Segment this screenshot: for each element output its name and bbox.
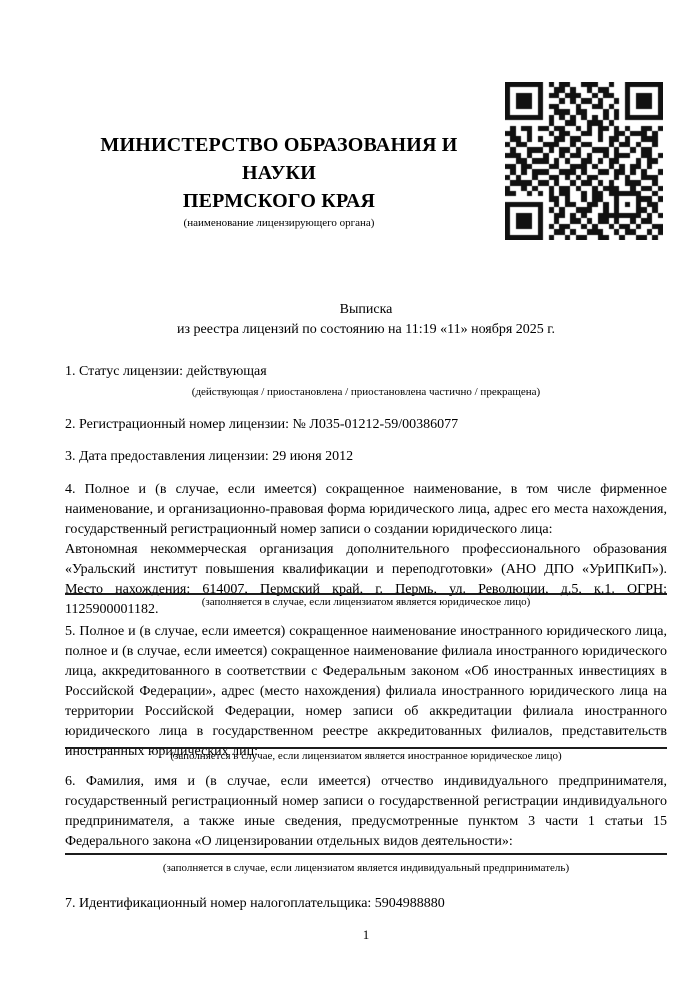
qr-code <box>505 82 663 240</box>
item-6-entrepreneur-prompt: 6. Фамилия, имя и (в случае, если имеется) отчество индивидуального предпринимателя, государственный регистрационный номер записи о государственной регистрации индивидуального предпринимателя, а также иные сведения, предусмотренные пунктом 3 части 1 статьи 15 Федерального закона «О лицензировании отдельных видов деятельности»: <box>65 774 667 849</box>
document-title-line2: из реестра лицензий по состоянию на 11:19 «11» ноября 2025 г. <box>177 322 555 337</box>
item-3-license-grant-date: 3. Дата предоставления лицензии: 29 июня 2012 <box>65 449 354 464</box>
ministry-name-line1: МИНИСТЕРСТВО ОБРАЗОВАНИЯ И НАУКИ <box>100 134 458 184</box>
issuing-authority-block <box>65 131 493 230</box>
ministry-name-line2: ПЕРМСКОГО КРАЯ <box>182 190 376 212</box>
item-4-caption: (заполняется в случае, если лицензиатом является юридическое лицо) <box>201 596 531 608</box>
document-title <box>65 300 667 340</box>
item-5-caption: (заполняется в случае, если лицензиатом является иностранное юридическое лицо) <box>170 750 562 762</box>
document-title-line1: Выписка <box>339 302 393 317</box>
item-5-fill-line <box>65 747 667 749</box>
item-6-caption: (заполняется в случае, если лицензиатом является индивидуальный предприниматель) <box>162 862 570 874</box>
item-2-registration-number: 2. Регистрационный номер лицензии: № Л035-01212-59/00386077 <box>65 417 459 432</box>
item-4-fill-line <box>65 593 667 595</box>
ministry-caption: (наименование лицензирующего органа) <box>183 217 375 229</box>
item-4-legal-entity-prompt: 4. Полное и (в случае, если имеется) сокращенное наименование, в том числе фирменное наименование, и организационно-правовая форма юридического лица, адрес его места нахождения, государственный регистрационный номер записи о создании юридического лица: <box>65 482 667 537</box>
page-number: 1 <box>362 927 370 942</box>
item-1-caption: (действующая / приостановлена / приостановлена частично / прекращена) <box>191 386 541 398</box>
item-7-taxpayer-number: 7. Идентификационный номер налогоплательщика: 5904988880 <box>65 896 445 911</box>
item-5-foreign-entity-prompt: 5. Полное и (в случае, если имеется) сокращенное наименование иностранного юридического лица, полное и (в случае, если имеется) сокращенное наименование филиала иностранного юридического лица, аккредитованного в соответствии с Федеральным законом «Об иностранных инвестициях в Российской Федерации», адрес (место нахождения) филиала иностранного юридического лица на территории Российской Федерации, номер записи об аккредитации филиала иностранного юридического лица в государственном реестре аккредитованных филиалов, представительств иностранных юридических лиц: <box>65 624 667 759</box>
item-6-fill-line <box>65 853 667 855</box>
item-4-legal-entity-value: Автономная некоммерческая организация дополнительного профессионального образования «Уральский институт повышения квалификации и переподготовки» (АНО ДПО «УрИПКиП»). Место нахождения: 614007, Пермский край, г. Пермь, ул. Революции, д.5, к.1. ОГРН: 1125900001182. <box>65 542 667 617</box>
qr-code-canvas <box>505 82 663 240</box>
item-1-license-status: 1. Статус лицензии: действующая <box>65 364 267 379</box>
